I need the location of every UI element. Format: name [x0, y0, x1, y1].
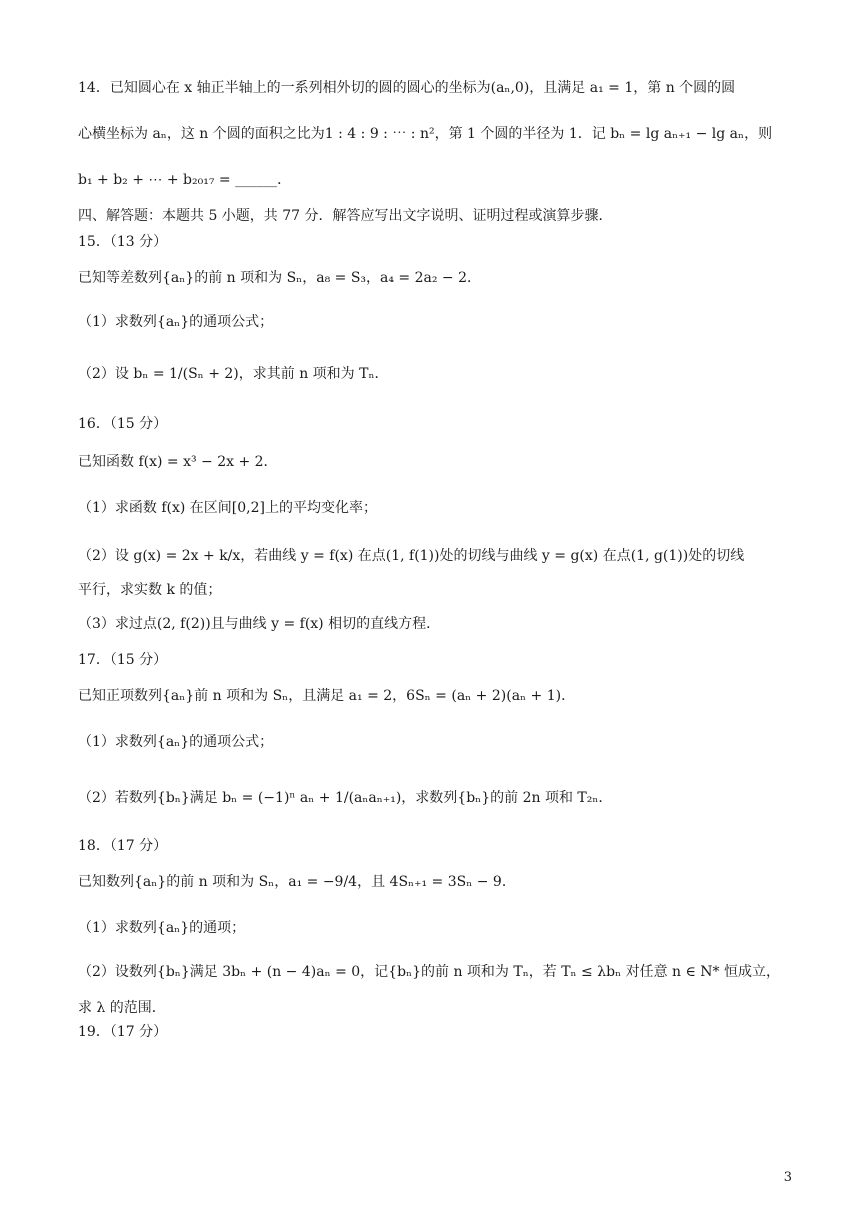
problem-16-part-1: （1）求函数 f(x) 在区间[0,2]上的平均变化率；	[78, 500, 377, 516]
problem-14-line-3: b₁ + b₂ + ⋯ + b₂₀₁₇ = ______．	[78, 172, 292, 188]
problem-15-statement: 已知等差数列{aₙ}的前 n 项和为 Sₙ，a₈ = S₃，a₄ = 2a₂ − 2．	[78, 270, 482, 286]
problem-16-part-3: （3）求过点(2, f(2))且与曲线 y = f(x) 相切的直线方程．	[78, 616, 441, 632]
problem-18-part-2-line-1: （2）设数列{bₙ}满足 3bₙ + (n − 4)aₙ = 0，记{bₙ}的前 n 项和为 Tₙ，若 Tₙ ≤ λbₙ 对任意 n ∈ N* 恒成立，	[78, 964, 781, 980]
page-number: 3	[783, 1170, 792, 1185]
problem-17-heading: 17．（15 分）	[78, 652, 168, 668]
problem-16-statement: 已知函数 f(x) = x³ − 2x + 2．	[78, 454, 278, 470]
problem-16-heading: 16．（15 分）	[78, 416, 168, 432]
problem-16-part-2-line-2: 平行，求实数 k 的值；	[78, 582, 222, 598]
problem-15-heading: 15．（13 分）	[78, 234, 168, 250]
problem-16-part-2-line-1: （2）设 g(x) = 2x + k/x，若曲线 y = f(x) 在点(1, f(1))处的切线与曲线 y = g(x) 在点(1, g(1))处的切线	[78, 548, 745, 564]
problem-18-part-2-line-2: 求 λ 的范围．	[78, 1000, 166, 1016]
problem-17-part-1: （1）求数列{aₙ}的通项公式；	[78, 734, 274, 750]
problem-14-line-1: 14．已知圆心在 x 轴正半轴上的一系列相外切的圆的圆心的坐标为(aₙ,0)，且满足 a₁ = 1，第 n 个圆的圆	[78, 80, 736, 96]
section-4-heading: 四、解答题：本题共 5 小题，共 77 分．解答应写出文字说明、证明过程或演算步骤．	[78, 208, 613, 224]
problem-14-line-2: 心横坐标为 aₙ，这 n 个圆的面积之比为1 : 4 : 9 : ⋯ : n²，第 1 个圆的半径为 1．记 bₙ = lg aₙ₊₁ − lg aₙ，则	[78, 126, 773, 142]
problem-17-statement: 已知正项数列{aₙ}前 n 项和为 Sₙ，且满足 a₁ = 2，6Sₙ = (aₙ + 2)(aₙ + 1)．	[78, 688, 576, 704]
problem-15-part-1: （1）求数列{aₙ}的通项公式；	[78, 314, 274, 330]
problem-19-heading: 19．（17 分）	[78, 1024, 168, 1040]
problem-17-part-2: （2）若数列{bₙ}满足 bₙ = (−1)ⁿ aₙ + 1/(aₙaₙ₊₁)，求数列{bₙ}的前 2n 项和 T₂ₙ．	[78, 790, 613, 806]
problem-18-part-1: （1）求数列{aₙ}的通项；	[78, 920, 246, 936]
problem-18-heading: 18．（17 分）	[78, 838, 168, 854]
problem-15-part-2: （2）设 bₙ = 1/(Sₙ + 2)，求其前 n 项和为 Tₙ．	[78, 366, 389, 382]
problem-18-statement: 已知数列{aₙ}的前 n 项和为 Sₙ，a₁ = −9/4，且 4Sₙ₊₁ = 3Sₙ − 9．	[78, 874, 516, 890]
